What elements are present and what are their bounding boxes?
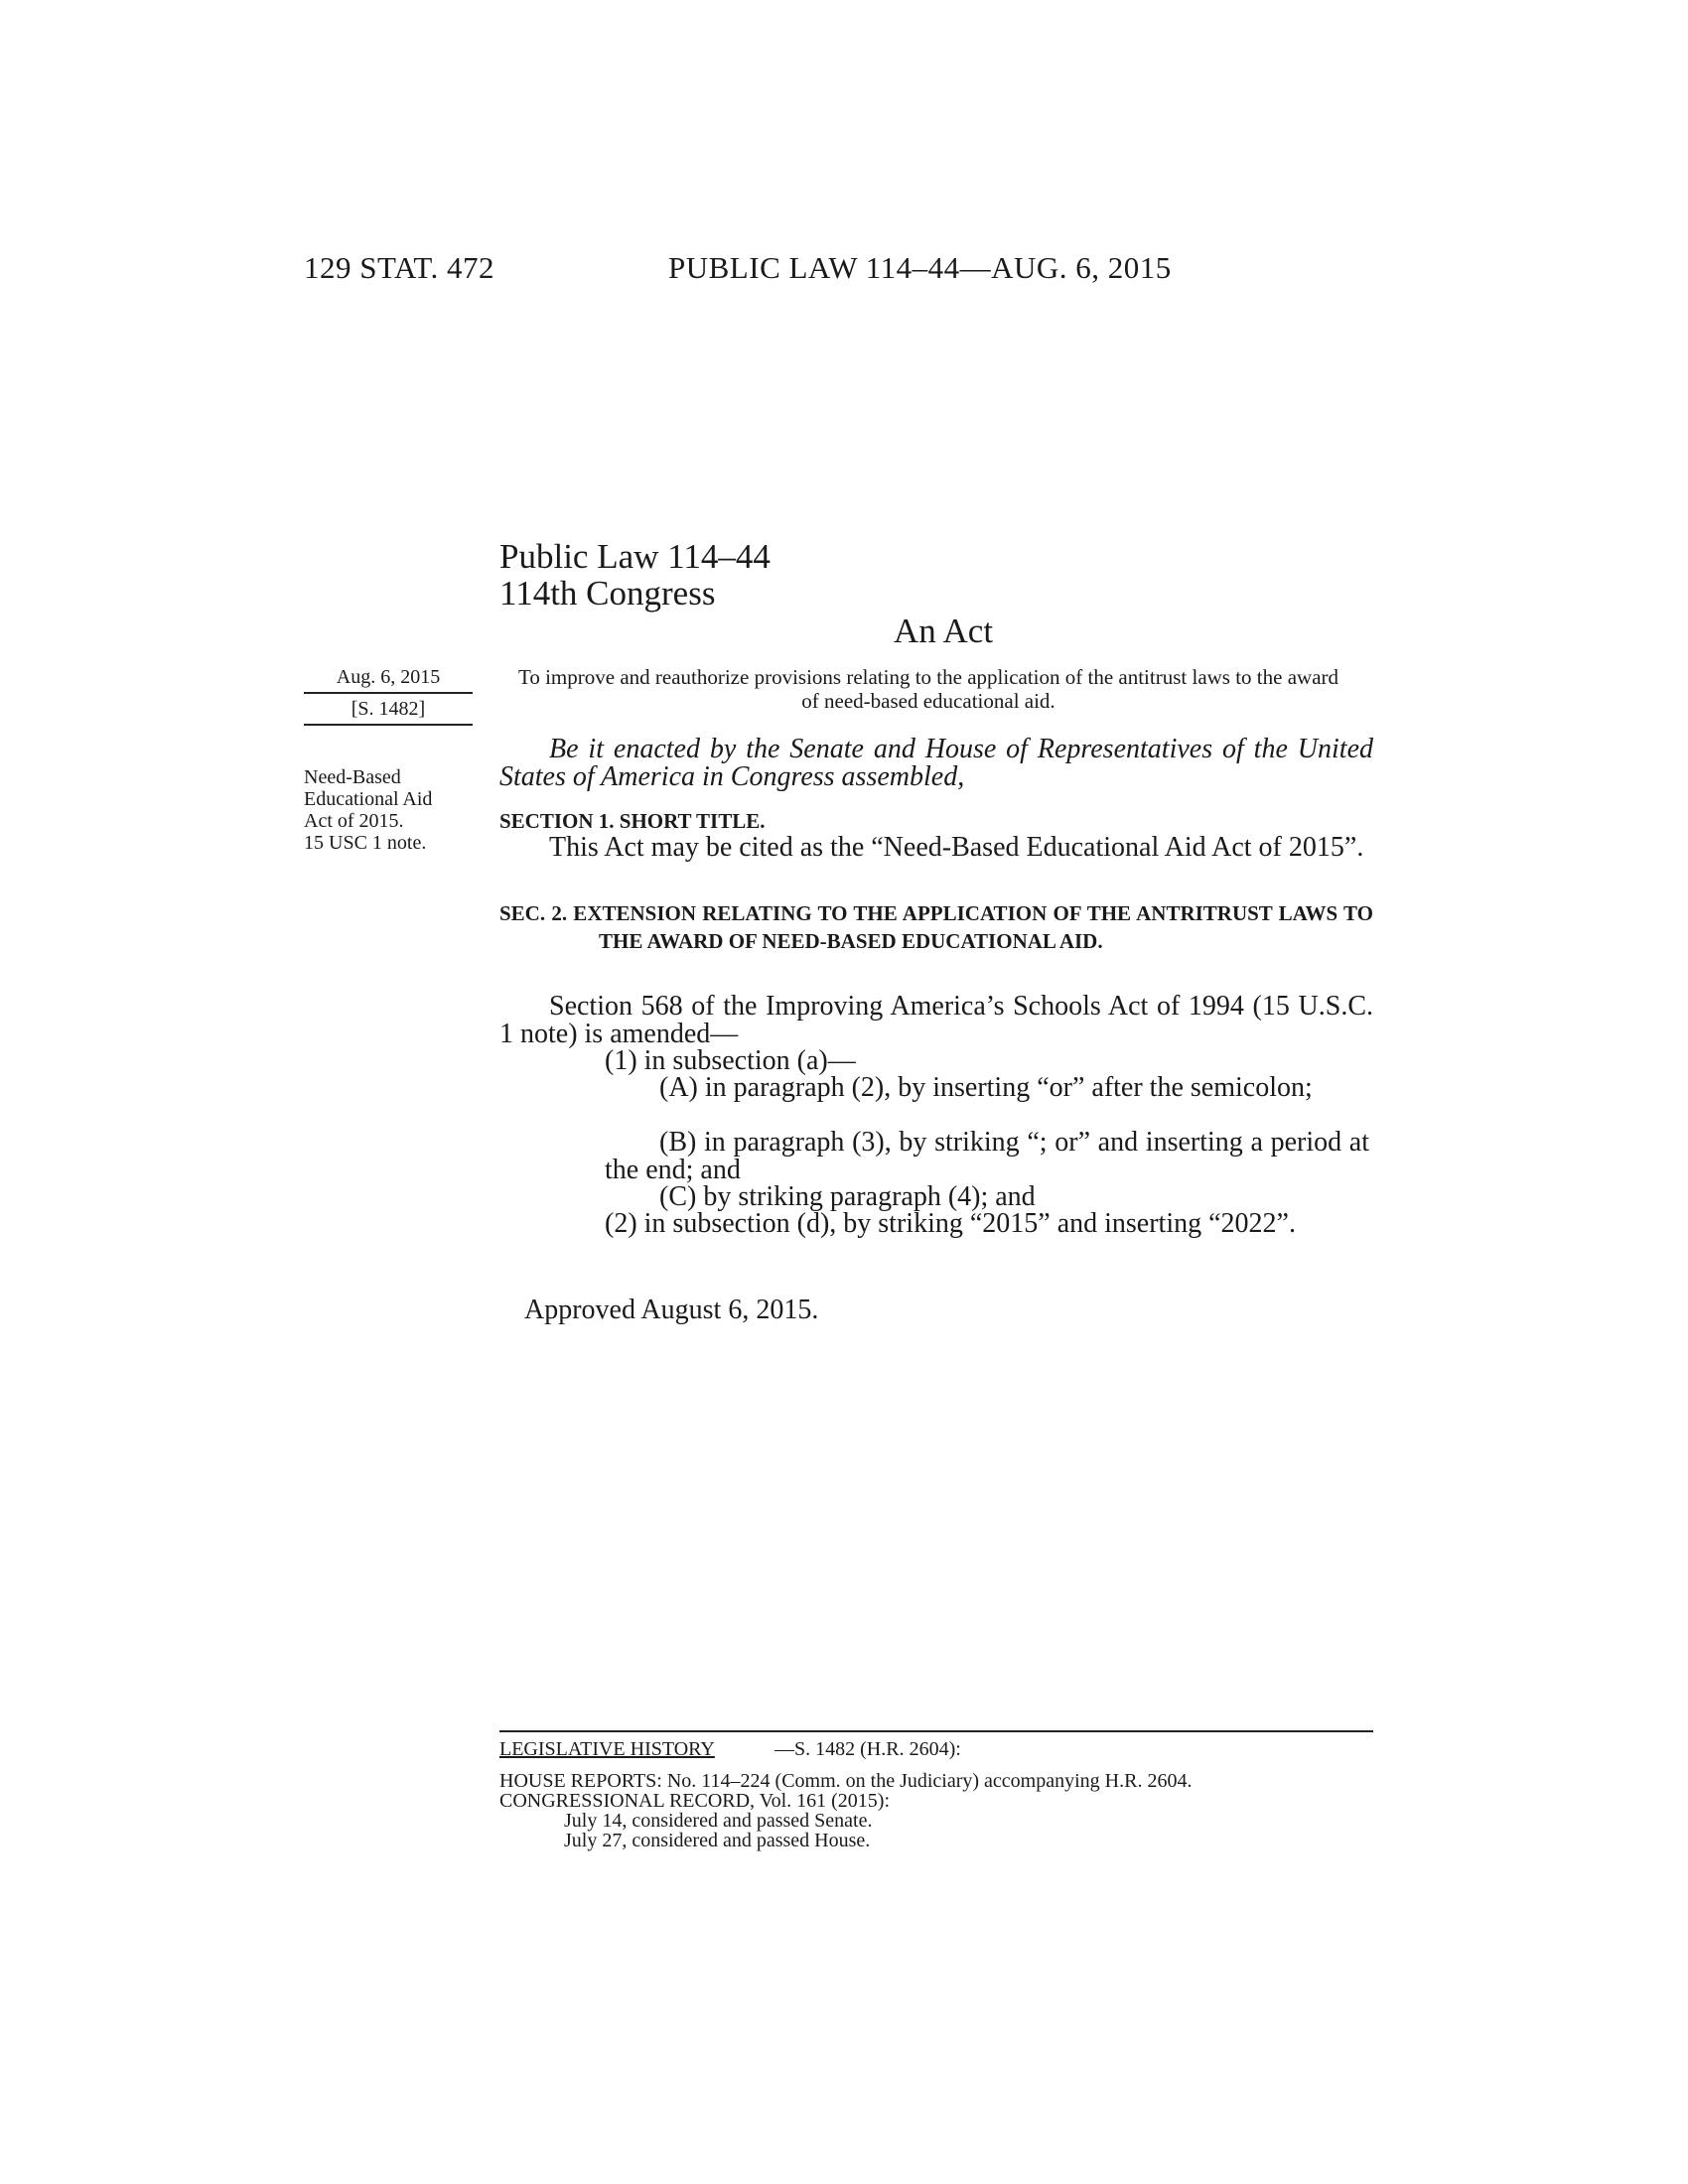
margin-short-title-note	[304, 766, 432, 854]
margin-bill-number: [S. 1482]	[351, 698, 426, 720]
senate-action: July 14, considered and passed Senate.	[564, 1810, 873, 1832]
section-1-heading: SECTION 1. SHORT TITLE.	[499, 809, 766, 833]
margin-rule	[304, 724, 473, 726]
margin-date: Aug. 6, 2015	[336, 666, 441, 688]
congress-number: 114th Congress	[499, 574, 716, 613]
margin-note-line: Educational Aid	[304, 788, 433, 810]
margin-note-line: Act of 2015.	[304, 810, 404, 832]
legislative-history-bill: —S. 1482 (H.R. 2604):	[774, 1738, 961, 1760]
approval-date: Approved August 6, 2015.	[524, 1295, 819, 1325]
section-1-text: This Act may be cited as the “Need-Based Educational Aid Act of 2015”.	[549, 832, 1364, 863]
margin-note-line: Need-Based	[304, 766, 401, 788]
section-2-intro: Section 568 of the Improving America’s Schools Act of 1994 (15 U.S.C. 1 note) is amended—	[499, 991, 1373, 1049]
amendment-subparagraph-a: (A) in paragraph (2), by inserting “or” after the semicolon;	[659, 1072, 1313, 1103]
legislative-history-title: LEGISLATIVE HISTORY	[499, 1738, 715, 1760]
act-purpose: To improve and reauthorize provisions relating to the application of the antitrust laws to the award of need-based educational aid.	[517, 665, 1339, 713]
enacting-clause: Be it enacted by the Senate and House of Representatives of the United States of America in Congress assembled,	[499, 734, 1373, 792]
act-heading: An Act	[893, 612, 994, 650]
house-action: July 27, considered and passed House.	[564, 1830, 871, 1851]
section-2-heading: SEC. 2. EXTENSION RELATING TO THE APPLICATION OF THE ANTRITRUST LAWS TO THE AWARD OF NEED-BASED EDUCATIONAL AID.	[499, 901, 1373, 953]
amendment-paragraph-1: (1) in subsection (a)—	[605, 1045, 856, 1076]
margin-note-line: 15 USC 1 note.	[304, 832, 427, 854]
congressional-record: CONGRESSIONAL RECORD, Vol. 161 (2015):	[499, 1790, 890, 1812]
stat-page-reference: 129 STAT. 472	[304, 250, 495, 285]
margin-rule	[304, 692, 473, 694]
legislative-history-rule	[499, 1730, 1373, 1732]
running-head: PUBLIC LAW 114–44—AUG. 6, 2015	[668, 250, 1172, 285]
amendment-paragraph-2: (2) in subsection (d), by striking “2015” and inserting “2022”.	[605, 1208, 1296, 1239]
public-law-number: Public Law 114–44	[499, 537, 771, 576]
house-reports: HOUSE REPORTS: No. 114–224 (Comm. on the Judiciary) accompanying H.R. 2604.	[499, 1770, 1193, 1792]
amendment-subparagraph-c: (C) by striking paragraph (4); and	[659, 1181, 1036, 1212]
amendment-subparagraph-b: (B) in paragraph (3), by striking “; or” and inserting a period at the end; and	[605, 1127, 1369, 1185]
